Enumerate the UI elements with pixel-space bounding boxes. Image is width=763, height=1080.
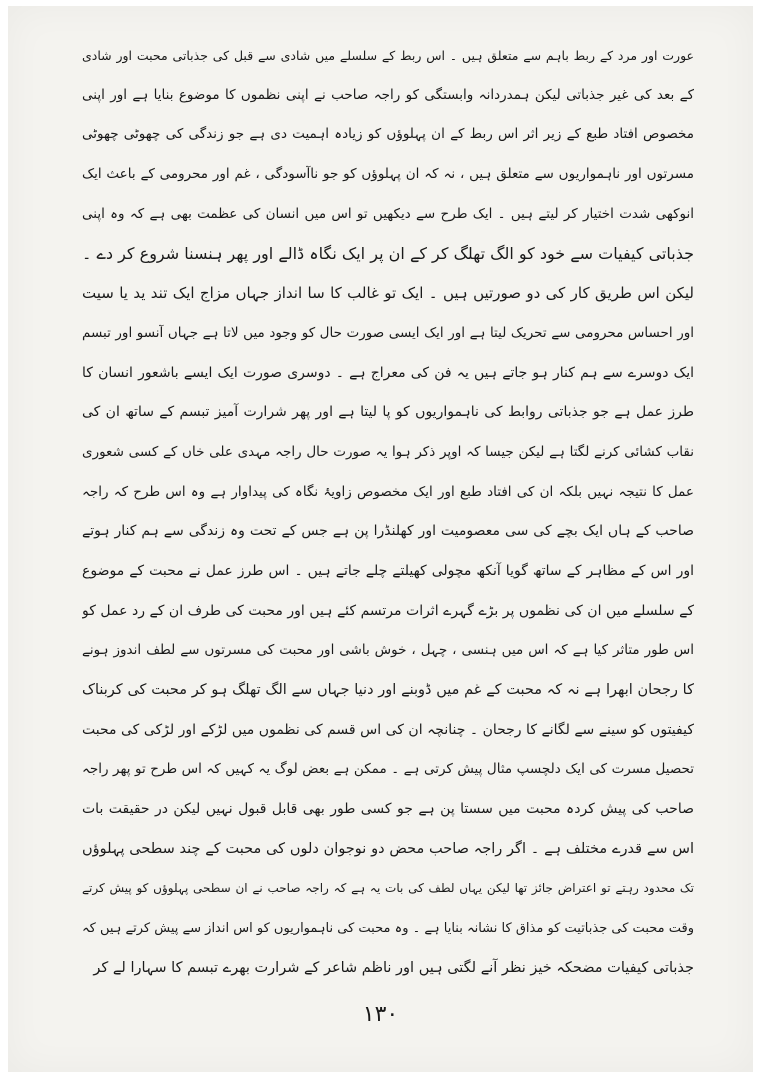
text-line: صاحب کے ہاں ایک بچے کی سی معصومیت اور کھلنڈرا پن ہے جس کے تحت وہ زندگی سے ہم کنار ہوتے	[82, 523, 694, 540]
page-number: ۱۳۰	[362, 1002, 399, 1027]
text-line: عورت اور مرد کے ربط باہم سے متعلق ہیں ۔ اس ربط کے سلسلے میں شادی سے قبل کی جذباتی محبت اور شادی	[82, 48, 694, 63]
text-line: ایک دوسرے سے ہم کنار ہو جاتے ہیں یہ فن کی معراج ہے ۔ دوسری صورت ایک ایسے باشعور انسان کا	[82, 364, 694, 381]
text-line: جذباتی کیفیات سے خود کو الگ تھلگ کر کے ان پر ایک نگاہ ڈالے اور پھر ہنسنا شروع کر دے ۔	[82, 244, 694, 264]
text-line: اس سے قدرے مختلف ہے ۔ اگر راجہ صاحب محض دو نوجوان دلوں کی محبت کے چند سطحی پہلوؤں	[82, 840, 694, 857]
body-text	[82, 36, 694, 989]
text-line: نقاب کشائی کرنے لگتا ہے لیکن جیسا کہ اوپر ذکر ہوا یہ صورت حال راجہ مہدی علی خاں کے کسی شعوری	[82, 443, 694, 460]
text-line: کے بعد کی غیر جذباتی لیکن ہمدردانہ وابستگی کو راجہ صاحب نے اپنی نظموں کا موضوع بنایا ہے اور اپنی	[82, 86, 694, 103]
text-line: کے سلسلے میں ان کی نظموں پر بڑے گہرے اثرات مرتسم کئے ہیں اور محبت کی طرف ان کے رد عمل کو	[82, 602, 694, 619]
text-line: اور احساس محرومی سے تحریک لیتا ہے اور ایک ایسی صورت حال کو وجود میں لاتا ہے جہاں آنسو اور تبسم	[82, 324, 694, 341]
text-line: کیفیتوں کو سینے سے لگانے کا رجحان ۔ چنانچہ ان کی اس قسم کی نظموں میں لڑکے اور لڑکی کی محبت	[82, 721, 694, 738]
text-line: صاحب کی پیش کردہ محبت میں سستا پن ہے جو کسی طور بھی قابل قبول نہیں لیکن در حقیقت بات	[82, 801, 694, 818]
text-line: مسرتوں اور ناہمواریوں سے متعلق ہیں ، نہ کہ ان پہلوؤں کو جو ناآسودگی ، غم اور محرومی کے باعث ایک	[82, 166, 694, 183]
text-line: جذباتی کیفیات مضحکہ خیز نظر آنے لگتی ہیں اور ناظم شاعر کے شرارت بھرے تبسم کا سہارا لے کر	[93, 959, 694, 976]
text-line: لیکن اس طریق کار کی دو صورتیں ہیں ۔ ایک تو غالب کا سا انداز جہاں مزاج ایک تند ید یا سیت	[82, 284, 694, 303]
book-page	[8, 6, 753, 1072]
text-line: طرز عمل ہے جو جذباتی روابط کی ناہمواریوں کو پا لیتا ہے اور پھر شرارت آمیز تبسم کے ساتھ ان کی	[82, 404, 694, 421]
text-line: اور اس کے مظاہر کے ساتھ گویا آنکھ مچولی کھیلتے چلے جاتے ہیں ۔ اس طرز عمل نے محبت کے موضوع	[82, 562, 694, 579]
text-line: تک محدود رہتے تو اعتراض جائز تھا لیکن یہاں لطف کی بات یہ ہے کہ راجہ صاحب نے ان سطحی پہلوؤں کو پیش کرتے	[82, 881, 694, 896]
text-line: انوکھی شدت اختیار کر لیتے ہیں ۔ ایک طرح سے دیکھیں تو اس میں انسان کی عظمت بھی ہے کہ وہ اپنی	[82, 205, 694, 222]
text-line: تحصیل مسرت کی ایک دلچسپ مثال پیش کرتی ہے ۔ ممکن ہے بعض لوگ یہ کہیں کہ اس طرح تو پھر راجہ	[82, 761, 694, 778]
text-line: اس طور متاثر کیا ہے کہ اس میں ہنسی ، چہل ، خوش باشی اور محبت کی مسرتوں سے لطف اندوز ہونے	[82, 642, 694, 659]
text-line: کا رجحان ابھرا ہے نہ کہ محبت کے غم میں ڈوبنے اور دنیا جہاں سے الگ تھلگ ہو کر محبت کی کربناک	[82, 682, 694, 698]
text-line: وقت محبت کی جذباتیت کو مذاق کا نشانہ بنایا ہے ۔ وہ محبت کی ناہمواریوں کو اس انداز سے پیش کرتے ہیں کہ	[82, 921, 694, 937]
text-line: عمل کا نتیجہ نہیں بلکہ ان کی افتاد طبع اور ایک مخصوص زاویۂ نگاہ کی پیداوار ہے وہ اس طرح کہ راجہ	[82, 483, 694, 500]
text-line: مخصوص افتاد طبع کے زیر اثر اس ربط کے ان پہلوؤں کو زیادہ اہمیت دی ہے جو زندگی کی چھوٹی چھوٹی	[82, 126, 694, 143]
